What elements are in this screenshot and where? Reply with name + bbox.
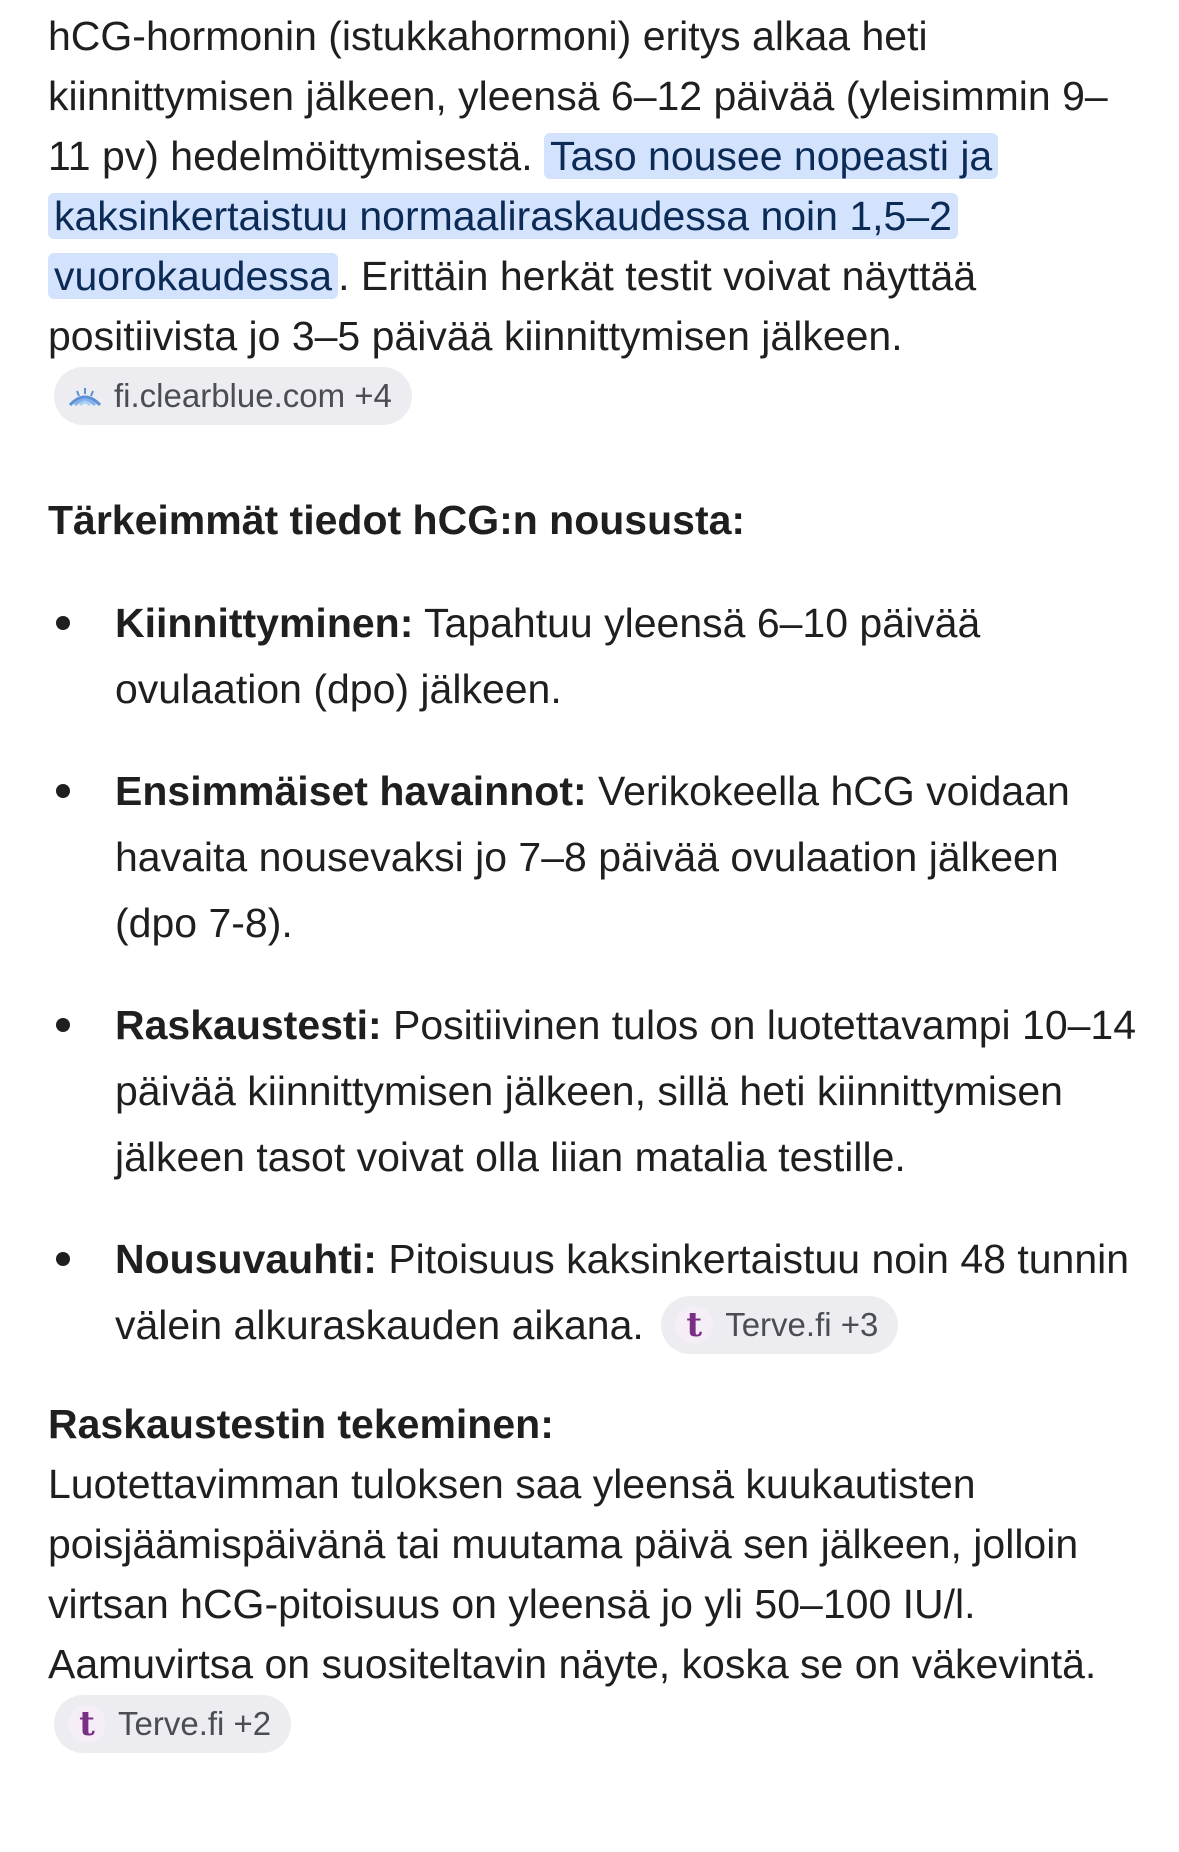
- source-chip-terve-1[interactable]: [661, 1296, 898, 1354]
- source-chip-label: Terve.fi +2: [118, 1705, 272, 1743]
- intro-paragraph: [48, 0, 1148, 428]
- list-item-text: Positiivinen tulos on luotettavampi 10–14 päivää kiinnittymisen jälkeen, sillä heti kiinnittymisen jälkeen tasot voivat olla liian matalia testille.: [115, 1002, 1137, 1181]
- list-item-title: Kiinnittyminen:: [115, 600, 414, 647]
- source-chip-label: Terve.fi +3: [725, 1306, 879, 1344]
- pregnancy-test-paragraph: [48, 1454, 1148, 1756]
- intro-text-before: hCG-hormonin (istukkahormoni) eritys alkaa heti kiinnittymisen jälkeen, yleensä 6–12 päivää (yleisimmin 9–11 pv) hedelmöittymisestä.: [48, 13, 1108, 179]
- key-facts-heading: Tärkeimmät tiedot hCG:n noususta:: [48, 497, 746, 544]
- intro-text-after: . Erittäin herkät testit voivat näyttää positiivista jo 3–5 päivää kiinnittymisen jälkeen.: [48, 253, 977, 359]
- list-item: [48, 992, 1148, 1190]
- terve-logo-icon: t: [675, 1306, 713, 1344]
- source-chip-label: fi.clearblue.com +4: [114, 377, 392, 415]
- list-item-title: Ensimmäiset havainnot:: [115, 768, 587, 815]
- clearblue-logo-icon: [68, 379, 102, 413]
- highlighted-sentence[interactable]: Taso nousee nopeasti ja kaksinkertaistuu normaaliraskaudessa noin 1,5–2 vuorokaudessa: [48, 133, 998, 299]
- list-item: [48, 1226, 1148, 1358]
- terve-logo-icon: t: [68, 1705, 106, 1743]
- list-item: [48, 758, 1148, 956]
- pregnancy-test-heading: Raskaustestin tekeminen:: [48, 1401, 554, 1448]
- list-item: [48, 590, 1148, 722]
- list-item-title: Raskaustesti:: [115, 1002, 382, 1049]
- list-item-title: Nousuvauhti:: [115, 1236, 377, 1283]
- list-item-text: Pitoisuus kaksinkertaistuu noin 48 tunnin välein alkuraskauden aikana.: [115, 1236, 1130, 1349]
- source-chip-clearblue[interactable]: [54, 367, 412, 425]
- list-item-text: Verikokeella hCG voidaan havaita nousevaksi jo 7–8 päivää ovulaation jälkeen (dpo 7-8).: [115, 768, 1070, 947]
- key-facts-list: [48, 590, 1148, 1358]
- list-item-text: Tapahtuu yleensä 6–10 päivää ovulaation (dpo) jälkeen.: [115, 600, 981, 713]
- source-chip-terve-2[interactable]: [54, 1695, 291, 1753]
- pregnancy-test-text: Luotettavimman tuloksen saa yleensä kuukautisten poisjäämispäivänä tai muutama päivä sen jälkeen, jolloin virtsan hCG-pitoisuus on yleensä jo yli 50–100 IU/l. Aamuvirtsa on suositeltavin näyte, koska se on väkevintä.: [48, 1461, 1097, 1688]
- ai-answer: [48, 0, 1148, 1756]
